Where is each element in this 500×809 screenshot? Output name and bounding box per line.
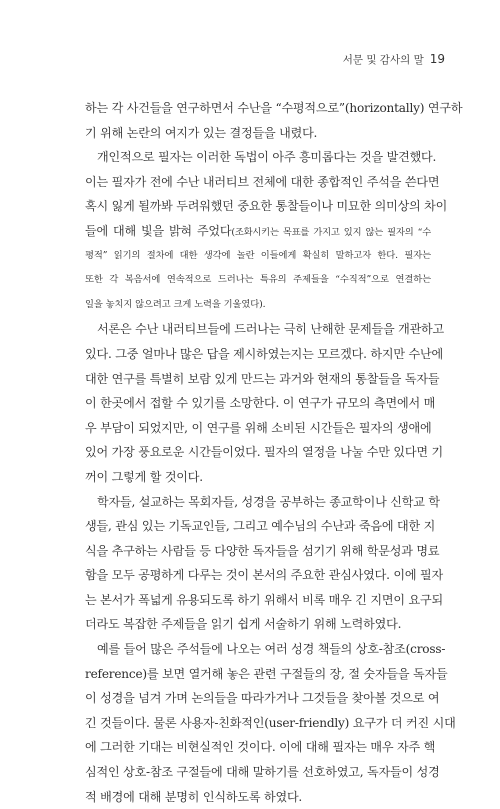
section-title: 서문 및 감사의 말 [342, 54, 424, 66]
body-text [85, 96, 463, 809]
page-number: 19 [429, 52, 445, 66]
text-line: 있다. 그중 얼마나 많은 답을 제시하였는지는 모르겠다. 하지만 수난에 [85, 346, 443, 361]
text-line: 이 성경을 넘겨 가며 논의들을 따라가거나 그것들을 찾아볼 것으로 여 [85, 691, 440, 706]
text-line: 예를 들어 많은 주석들에 나오는 여러 성경 책들의 상호-참조(cross- [97, 642, 446, 657]
text-line: 개인적으로 필자는 이러한 독법이 아주 흥미롭다는 것을 발견했다. [97, 150, 437, 165]
running-header [343, 52, 445, 67]
text-line: 서론은 수난 내러티브들에 드러나는 극히 난해한 문제들을 개관하고 [97, 322, 445, 337]
text-line: 기 위해 논란의 여지가 있는 결정들을 내렸다. [85, 125, 318, 140]
text-line: 또한 각 복음서에 연속적으로 드러나는 특유의 주제들을 “수직적”으로 연결하는 [85, 274, 431, 286]
text-line: 이는 필자가 전에 수난 내러티브 전체에 대한 종합적인 주석을 쓴다면 [85, 174, 440, 189]
text-line: 심적인 상호-참조 구절들에 대해 말하기를 선호하였고, 독자들이 성경 [85, 765, 440, 780]
text-line: 꺼이 그렇게 할 것이다. [85, 469, 203, 484]
text-line: 에 그러한 기대는 비현실적인 것이다. 이에 대해 필자는 매우 자주 핵 [85, 740, 436, 755]
text-line: reference)를 보면 열거해 놓은 관련 구절들의 장, 절 숫자들을 독자들 [85, 666, 448, 681]
text-line: 적 배경에 대해 분명히 인식하도록 하였다. [85, 789, 303, 804]
text-line: 긴 것들이다. 물론 사용자-친화적인(user-friendly) 요구가 더 커진 시대 [85, 715, 456, 730]
text-line: 우 부담이 되었지만, 이 연구를 위해 소비된 시간들은 필자의 생애에 [85, 420, 432, 435]
text-line: 있어 가장 풍요로운 시간들이었다. 필자의 열정을 나눌 수만 있다면 기 [85, 445, 443, 460]
text-line: 식을 추구하는 사람들 등 다양한 독자들을 섬기기 위해 학문성과 명료 [85, 543, 440, 558]
text-line: 혹시 잃게 될까봐 두려워했던 중요한 통찰들이나 미묘한 의미상의 차이 [85, 199, 448, 214]
text-line: 들에 대해 빛을 밝혀 주었다(조화시키는 목표를 가지고 있지 않는 필자의 “수 [85, 223, 431, 238]
text-line: 평적” 읽기의 절차에 대한 생각에 놀란 이들에게 확실히 말하고자 한다. 필자는 [85, 249, 431, 261]
text-line: 일을 놓치지 않으려고 크게 노력을 기울였다). [85, 298, 266, 310]
text-line: 생들, 관심 있는 기독교인들, 그리고 예수님의 수난과 죽음에 대한 지 [85, 519, 436, 534]
text-line: 학자들, 설교하는 목회자들, 성경을 공부하는 종교학이나 신학교 학 [97, 494, 440, 509]
text-line: 대한 연구를 특별히 보람 있게 만드는 과거와 현재의 통찰들을 독자들 [85, 371, 440, 386]
text-line: 더라도 복잡한 주제들을 읽기 쉽게 서술하기 위해 노력하였다. [85, 617, 402, 632]
text-line: 함을 모두 공평하게 다루는 것이 본서의 주요한 관심사였다. 이에 필자 [85, 568, 443, 583]
text-line: 하는 각 사건들을 연구하면서 수난을 “수평적으로”(horizontally) 연구하 [85, 101, 463, 115]
text-line: 이 한곳에서 접할 수 있기를 소망한다. 이 연구가 규모의 측면에서 매 [85, 396, 436, 411]
text-line: 는 본서가 폭넓게 유용되도록 하기 위해서 비록 매우 긴 지면이 요구되 [85, 592, 443, 607]
